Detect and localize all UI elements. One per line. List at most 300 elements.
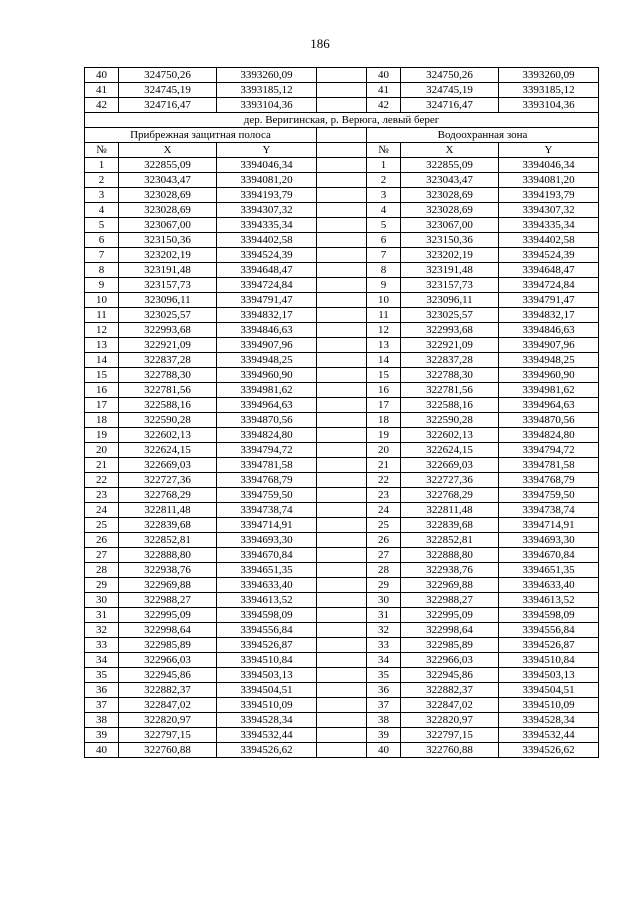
y-coordinate-cell: 3393104,36 — [217, 98, 317, 113]
y-coordinate-cell: 3394781,58 — [499, 458, 599, 473]
point-number-cell: 28 — [85, 563, 119, 578]
table-row — [85, 518, 599, 533]
y-coordinate-cell: 3394598,09 — [499, 608, 599, 623]
y-coordinate-cell: 3394714,91 — [499, 518, 599, 533]
y-coordinate-cell: 3393185,12 — [217, 83, 317, 98]
column-gap — [317, 578, 367, 593]
table-row — [85, 728, 599, 743]
point-number-cell: 42 — [367, 98, 401, 113]
y-coordinate-cell: 3394510,84 — [499, 653, 599, 668]
point-number-cell: 41 — [367, 83, 401, 98]
y-coordinate-cell: 3394510,09 — [217, 698, 317, 713]
y-coordinate-cell: 3394964,63 — [217, 398, 317, 413]
x-coordinate-cell: 324745,19 — [119, 83, 217, 98]
point-number-cell: 20 — [85, 443, 119, 458]
point-number-cell: 9 — [367, 278, 401, 293]
y-coordinate-cell: 3394759,50 — [499, 488, 599, 503]
point-number-cell: 8 — [367, 263, 401, 278]
point-number-cell: 31 — [367, 608, 401, 623]
x-coordinate-cell: 322921,09 — [401, 338, 499, 353]
x-coordinate-cell: 322760,88 — [119, 743, 217, 758]
column-gap — [317, 638, 367, 653]
column-gap — [317, 488, 367, 503]
point-number-cell: 11 — [85, 308, 119, 323]
table-row — [85, 743, 599, 758]
y-coordinate-cell: 3394846,63 — [499, 323, 599, 338]
column-gap — [317, 548, 367, 563]
table-row — [85, 218, 599, 233]
column-gap — [317, 158, 367, 173]
column-gap — [317, 533, 367, 548]
column-gap — [317, 263, 367, 278]
x-coordinate-cell: 322985,89 — [401, 638, 499, 653]
point-number-cell: 37 — [85, 698, 119, 713]
x-coordinate-cell: 322837,28 — [119, 353, 217, 368]
x-coordinate-cell: 323028,69 — [119, 203, 217, 218]
y-coordinate-cell: 3394824,80 — [217, 428, 317, 443]
y-coordinate-cell: 3394832,17 — [499, 308, 599, 323]
y-coordinate-cell: 3394193,79 — [499, 188, 599, 203]
y-coordinate-cell: 3394504,51 — [499, 683, 599, 698]
y-coordinate-cell: 3394670,84 — [217, 548, 317, 563]
y-coordinate-cell: 3394907,96 — [499, 338, 599, 353]
y-coordinate-cell: 3394335,34 — [499, 218, 599, 233]
x-coordinate-cell: 322837,28 — [401, 353, 499, 368]
column-gap — [317, 593, 367, 608]
column-gap — [317, 443, 367, 458]
x-coordinate-cell: 323043,47 — [401, 173, 499, 188]
point-number-cell: 27 — [367, 548, 401, 563]
point-number-cell: 21 — [85, 458, 119, 473]
point-number-cell: 20 — [367, 443, 401, 458]
column-gap — [317, 743, 367, 758]
point-number-cell: 31 — [85, 608, 119, 623]
column-gap — [317, 608, 367, 623]
table-row — [85, 428, 599, 443]
table-row — [85, 698, 599, 713]
x-coordinate-cell: 322855,09 — [119, 158, 217, 173]
point-number-cell: 30 — [85, 593, 119, 608]
column-header: X — [119, 143, 217, 158]
x-coordinate-cell: 322847,02 — [119, 698, 217, 713]
y-coordinate-cell: 3394960,90 — [499, 368, 599, 383]
y-coordinate-cell: 3393260,09 — [217, 68, 317, 83]
y-coordinate-cell: 3394960,90 — [217, 368, 317, 383]
y-coordinate-cell: 3394524,39 — [499, 248, 599, 263]
point-number-cell: 24 — [367, 503, 401, 518]
y-coordinate-cell: 3394633,40 — [217, 578, 317, 593]
point-number-cell: 10 — [85, 293, 119, 308]
right-zone-heading: Водоохранная зона — [367, 128, 599, 143]
point-number-cell: 12 — [85, 323, 119, 338]
x-coordinate-cell: 322602,13 — [119, 428, 217, 443]
point-number-cell: 15 — [367, 368, 401, 383]
x-coordinate-cell: 322852,81 — [119, 533, 217, 548]
table-row — [85, 653, 599, 668]
table-row — [85, 323, 599, 338]
x-coordinate-cell: 324750,26 — [401, 68, 499, 83]
table-row — [85, 233, 599, 248]
column-gap — [317, 473, 367, 488]
point-number-cell: 10 — [367, 293, 401, 308]
x-coordinate-cell: 324750,26 — [119, 68, 217, 83]
point-number-cell: 2 — [367, 173, 401, 188]
point-number-cell: 38 — [367, 713, 401, 728]
y-coordinate-cell: 3394503,13 — [217, 668, 317, 683]
y-coordinate-cell: 3394794,72 — [217, 443, 317, 458]
y-coordinate-cell: 3394402,58 — [499, 233, 599, 248]
point-number-cell: 40 — [367, 68, 401, 83]
column-gap — [317, 683, 367, 698]
x-coordinate-cell: 324745,19 — [401, 83, 499, 98]
y-coordinate-cell: 3394714,91 — [217, 518, 317, 533]
x-coordinate-cell: 322855,09 — [401, 158, 499, 173]
point-number-cell: 17 — [367, 398, 401, 413]
x-coordinate-cell: 324716,47 — [119, 98, 217, 113]
x-coordinate-cell: 322797,15 — [119, 728, 217, 743]
table-row — [85, 488, 599, 503]
y-coordinate-cell: 3394670,84 — [499, 548, 599, 563]
column-gap — [317, 713, 367, 728]
x-coordinate-cell: 323067,00 — [119, 218, 217, 233]
table-row — [85, 278, 599, 293]
point-number-cell: 21 — [367, 458, 401, 473]
point-number-cell: 14 — [85, 353, 119, 368]
point-number-cell: 32 — [85, 623, 119, 638]
point-number-cell: 5 — [85, 218, 119, 233]
x-coordinate-cell: 322969,88 — [401, 578, 499, 593]
table-row — [85, 203, 599, 218]
point-number-cell: 6 — [367, 233, 401, 248]
y-coordinate-cell: 3394510,84 — [217, 653, 317, 668]
x-coordinate-cell: 323028,69 — [401, 203, 499, 218]
point-number-cell: 29 — [367, 578, 401, 593]
y-coordinate-cell: 3394981,62 — [217, 383, 317, 398]
y-coordinate-cell: 3394738,74 — [217, 503, 317, 518]
x-coordinate-cell: 322888,80 — [401, 548, 499, 563]
x-coordinate-cell: 322811,48 — [401, 503, 499, 518]
point-number-cell: 42 — [85, 98, 119, 113]
column-gap — [317, 98, 367, 113]
x-coordinate-cell: 322995,09 — [119, 608, 217, 623]
point-number-cell: 33 — [367, 638, 401, 653]
point-number-cell: 7 — [85, 248, 119, 263]
table-row — [85, 563, 599, 578]
column-gap — [317, 623, 367, 638]
point-number-cell: 40 — [367, 743, 401, 758]
y-coordinate-cell: 3394870,56 — [499, 413, 599, 428]
x-coordinate-cell: 322590,28 — [401, 413, 499, 428]
y-coordinate-cell: 3394768,79 — [217, 473, 317, 488]
table-row — [85, 248, 599, 263]
y-coordinate-cell: 3394791,47 — [499, 293, 599, 308]
x-coordinate-cell: 323028,69 — [401, 188, 499, 203]
table-row — [85, 308, 599, 323]
column-gap — [317, 668, 367, 683]
x-coordinate-cell: 322624,15 — [401, 443, 499, 458]
y-coordinate-cell: 3394510,09 — [499, 698, 599, 713]
table-row — [85, 293, 599, 308]
left-zone-heading: Прибрежная защитная полоса — [85, 128, 317, 143]
column-gap — [317, 458, 367, 473]
point-number-cell: 37 — [367, 698, 401, 713]
y-coordinate-cell: 3394870,56 — [217, 413, 317, 428]
table-row — [85, 458, 599, 473]
x-coordinate-cell: 322602,13 — [401, 428, 499, 443]
column-header-row — [85, 143, 599, 158]
column-gap — [317, 308, 367, 323]
y-coordinate-cell: 3394402,58 — [217, 233, 317, 248]
y-coordinate-cell: 3393104,36 — [499, 98, 599, 113]
point-number-cell: 1 — [85, 158, 119, 173]
point-number-cell: 18 — [367, 413, 401, 428]
x-coordinate-cell: 322945,86 — [119, 668, 217, 683]
y-coordinate-cell: 3394846,63 — [217, 323, 317, 338]
point-number-cell: 25 — [367, 518, 401, 533]
x-coordinate-cell: 323096,11 — [401, 293, 499, 308]
table-row — [85, 188, 599, 203]
y-coordinate-cell: 3394693,30 — [499, 533, 599, 548]
y-coordinate-cell: 3394556,84 — [217, 623, 317, 638]
point-number-cell: 28 — [367, 563, 401, 578]
y-coordinate-cell: 3394948,25 — [217, 353, 317, 368]
column-gap — [317, 248, 367, 263]
x-coordinate-cell: 323025,57 — [119, 308, 217, 323]
point-number-cell: 18 — [85, 413, 119, 428]
x-coordinate-cell: 322788,30 — [401, 368, 499, 383]
column-header: № — [85, 143, 119, 158]
y-coordinate-cell: 3394768,79 — [499, 473, 599, 488]
table-row — [85, 683, 599, 698]
column-header: X — [401, 143, 499, 158]
column-gap — [317, 188, 367, 203]
x-coordinate-cell: 324716,47 — [401, 98, 499, 113]
table-row — [85, 98, 599, 113]
x-coordinate-cell: 322788,30 — [119, 368, 217, 383]
y-coordinate-cell: 3394724,84 — [217, 278, 317, 293]
point-number-cell: 6 — [85, 233, 119, 248]
point-number-cell: 1 — [367, 158, 401, 173]
y-coordinate-cell: 3394081,20 — [217, 173, 317, 188]
point-number-cell: 23 — [367, 488, 401, 503]
point-number-cell: 19 — [367, 428, 401, 443]
column-gap — [317, 698, 367, 713]
x-coordinate-cell: 322781,56 — [119, 383, 217, 398]
point-number-cell: 35 — [85, 668, 119, 683]
y-coordinate-cell: 3394046,34 — [499, 158, 599, 173]
x-coordinate-cell: 323157,73 — [401, 278, 499, 293]
point-number-cell: 38 — [85, 713, 119, 728]
y-coordinate-cell: 3394532,44 — [499, 728, 599, 743]
x-coordinate-cell: 323043,47 — [119, 173, 217, 188]
point-number-cell: 13 — [85, 338, 119, 353]
point-number-cell: 5 — [367, 218, 401, 233]
x-coordinate-cell: 323150,36 — [119, 233, 217, 248]
table-row — [85, 473, 599, 488]
point-number-cell: 40 — [85, 68, 119, 83]
column-gap — [317, 293, 367, 308]
table-row — [85, 158, 599, 173]
point-number-cell: 2 — [85, 173, 119, 188]
x-coordinate-cell: 322847,02 — [401, 698, 499, 713]
x-coordinate-cell: 322998,64 — [119, 623, 217, 638]
x-coordinate-cell: 323150,36 — [401, 233, 499, 248]
point-number-cell: 22 — [367, 473, 401, 488]
point-number-cell: 15 — [85, 368, 119, 383]
x-coordinate-cell: 322727,36 — [119, 473, 217, 488]
x-coordinate-cell: 322669,03 — [119, 458, 217, 473]
point-number-cell: 39 — [367, 728, 401, 743]
x-coordinate-cell: 323202,19 — [401, 248, 499, 263]
x-coordinate-cell: 322588,16 — [119, 398, 217, 413]
y-coordinate-cell: 3394613,52 — [499, 593, 599, 608]
y-coordinate-cell: 3394648,47 — [217, 263, 317, 278]
zone-heading-row — [85, 128, 599, 143]
point-number-cell: 4 — [367, 203, 401, 218]
x-coordinate-cell: 322993,68 — [119, 323, 217, 338]
column-gap — [317, 728, 367, 743]
y-coordinate-cell: 3394964,63 — [499, 398, 599, 413]
x-coordinate-cell: 322888,80 — [119, 548, 217, 563]
y-coordinate-cell: 3394524,39 — [217, 248, 317, 263]
y-coordinate-cell: 3394613,52 — [217, 593, 317, 608]
x-coordinate-cell: 322966,03 — [119, 653, 217, 668]
y-coordinate-cell: 3394503,13 — [499, 668, 599, 683]
column-header: Y — [499, 143, 599, 158]
point-number-cell: 3 — [367, 188, 401, 203]
x-coordinate-cell: 322820,97 — [119, 713, 217, 728]
x-coordinate-cell: 322938,76 — [401, 563, 499, 578]
x-coordinate-cell: 322969,88 — [119, 578, 217, 593]
y-coordinate-cell: 3394528,34 — [499, 713, 599, 728]
y-coordinate-cell: 3394791,47 — [217, 293, 317, 308]
table-row — [85, 368, 599, 383]
point-number-cell: 8 — [85, 263, 119, 278]
x-coordinate-cell: 322938,76 — [119, 563, 217, 578]
x-coordinate-cell: 323191,48 — [119, 263, 217, 278]
point-number-cell: 19 — [85, 428, 119, 443]
y-coordinate-cell: 3394526,87 — [499, 638, 599, 653]
point-number-cell: 9 — [85, 278, 119, 293]
column-gap — [317, 83, 367, 98]
page-number: 186 — [310, 36, 330, 51]
column-gap — [317, 128, 367, 143]
x-coordinate-cell: 322945,86 — [401, 668, 499, 683]
y-coordinate-cell: 3394651,35 — [217, 563, 317, 578]
x-coordinate-cell: 323157,73 — [119, 278, 217, 293]
column-header: № — [367, 143, 401, 158]
x-coordinate-cell: 322590,28 — [119, 413, 217, 428]
column-gap — [317, 413, 367, 428]
y-coordinate-cell: 3394556,84 — [499, 623, 599, 638]
coordinates-table — [84, 67, 599, 758]
x-coordinate-cell: 322993,68 — [401, 323, 499, 338]
y-coordinate-cell: 3394651,35 — [499, 563, 599, 578]
table-row — [85, 398, 599, 413]
y-coordinate-cell: 3393185,12 — [499, 83, 599, 98]
point-number-cell: 33 — [85, 638, 119, 653]
x-coordinate-cell: 322839,68 — [401, 518, 499, 533]
x-coordinate-cell: 322588,16 — [401, 398, 499, 413]
x-coordinate-cell: 322921,09 — [119, 338, 217, 353]
table-row — [85, 383, 599, 398]
x-coordinate-cell: 322820,97 — [401, 713, 499, 728]
y-coordinate-cell: 3394759,50 — [217, 488, 317, 503]
table-row — [85, 548, 599, 563]
point-number-cell: 16 — [85, 383, 119, 398]
y-coordinate-cell: 3394528,34 — [217, 713, 317, 728]
column-gap — [317, 503, 367, 518]
x-coordinate-cell: 322811,48 — [119, 503, 217, 518]
x-coordinate-cell: 322985,89 — [119, 638, 217, 653]
x-coordinate-cell: 322624,15 — [119, 443, 217, 458]
column-gap — [317, 518, 367, 533]
point-number-cell: 11 — [367, 308, 401, 323]
y-coordinate-cell: 3394526,62 — [499, 743, 599, 758]
y-coordinate-cell: 3394335,34 — [217, 218, 317, 233]
point-number-cell: 14 — [367, 353, 401, 368]
y-coordinate-cell: 3394526,62 — [217, 743, 317, 758]
point-number-cell: 29 — [85, 578, 119, 593]
column-gap — [317, 218, 367, 233]
table-row — [85, 263, 599, 278]
point-number-cell: 30 — [367, 593, 401, 608]
column-gap — [317, 338, 367, 353]
point-number-cell: 25 — [85, 518, 119, 533]
table-row — [85, 713, 599, 728]
point-number-cell: 12 — [367, 323, 401, 338]
x-coordinate-cell: 322669,03 — [401, 458, 499, 473]
point-number-cell: 32 — [367, 623, 401, 638]
x-coordinate-cell: 322760,88 — [401, 743, 499, 758]
point-number-cell: 13 — [367, 338, 401, 353]
y-coordinate-cell: 3394046,34 — [217, 158, 317, 173]
table-row — [85, 608, 599, 623]
section-title-row — [85, 113, 599, 128]
section-title: дер. Веригинская, р. Верюга, левый берег — [85, 113, 599, 128]
column-header: Y — [217, 143, 317, 158]
y-coordinate-cell: 3394307,32 — [499, 203, 599, 218]
point-number-cell: 36 — [367, 683, 401, 698]
y-coordinate-cell: 3394824,80 — [499, 428, 599, 443]
x-coordinate-cell: 323067,00 — [401, 218, 499, 233]
point-number-cell: 26 — [85, 533, 119, 548]
x-coordinate-cell: 322882,37 — [401, 683, 499, 698]
point-number-cell: 39 — [85, 728, 119, 743]
x-coordinate-cell: 323028,69 — [119, 188, 217, 203]
table-row — [85, 623, 599, 638]
y-coordinate-cell: 3394981,62 — [499, 383, 599, 398]
table-row — [85, 443, 599, 458]
point-number-cell: 27 — [85, 548, 119, 563]
table-row — [85, 83, 599, 98]
y-coordinate-cell: 3394724,84 — [499, 278, 599, 293]
x-coordinate-cell: 322995,09 — [401, 608, 499, 623]
column-gap — [317, 398, 367, 413]
table-row — [85, 668, 599, 683]
x-coordinate-cell: 322882,37 — [119, 683, 217, 698]
column-gap — [317, 323, 367, 338]
x-coordinate-cell: 322768,29 — [401, 488, 499, 503]
point-number-cell: 17 — [85, 398, 119, 413]
y-coordinate-cell: 3394907,96 — [217, 338, 317, 353]
y-coordinate-cell: 3394598,09 — [217, 608, 317, 623]
point-number-cell: 7 — [367, 248, 401, 263]
x-coordinate-cell: 322988,27 — [401, 593, 499, 608]
y-coordinate-cell: 3394832,17 — [217, 308, 317, 323]
point-number-cell: 22 — [85, 473, 119, 488]
table-row — [85, 638, 599, 653]
